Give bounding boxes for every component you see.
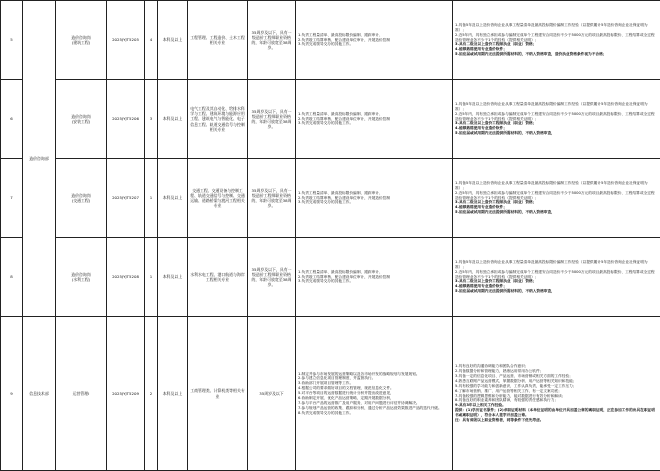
count-cell: 1 [145, 159, 158, 238]
department-cell: 造价咨询部 [23, 1, 56, 317]
duty-line: 1.负责工程量清单、最高投标限价编制、跟踪审计、 [298, 191, 450, 196]
code-cell: 2025JYJT5206 [107, 80, 145, 159]
requirements-cell [453, 238, 660, 317]
duty-line: 3.协助部门开展项目管理等工作。 [298, 381, 450, 386]
education-cell: 本科及以上 [158, 238, 188, 317]
duty-line: 8.负责完成领导交办的其他工作。 [298, 411, 450, 416]
requirement-line: 1.具备5年及以上造价咨询企业从事工程量清单及最高投标限价编制工作经验（以提供累计5年造价咨询企业社保证明为准）； [455, 260, 658, 270]
row-number: 8 [1, 238, 23, 317]
count-cell: 3 [145, 80, 158, 159]
requirement-line: 7.具备较强的逻辑思维和分析能力，能对数据进行有效分析和解读； [455, 394, 658, 399]
position-cell: 造价咨询岗 (安装工程) [56, 80, 107, 159]
requirement-line: 9.具有3年以上相关工作经验。 [455, 403, 658, 408]
duty-line: 3.负责完成领导交办的其他工作。 [298, 42, 450, 47]
requirement-line: 4.能够熟练使用专业造价软件； [455, 205, 658, 210]
major-cell: 交通工程、交通设备与控制工程、轨道交通信号与控制、交通运输、道路桥梁与渡河工程相关专业 [188, 159, 248, 238]
duty-line: 2.负责竣工结算审核、配合建设单位审计，开展造价控制 [298, 196, 450, 201]
age-cell: 35周岁及以下 [248, 317, 296, 471]
duty-line: 2.参与建立信息化项目管理制度，并监督执行。 [298, 376, 450, 381]
duty-line: 2.负责竣工结算审核、配合建设单位审计，开展造价控制 [298, 275, 450, 280]
row-number: 7 [1, 159, 23, 238]
requirement-line: 注：具有省级以上职业资格者，同等条件下优先考虑。 [455, 418, 658, 423]
code-cell: 2025JYJT5207 [107, 159, 145, 238]
duties-cell [296, 238, 453, 317]
count-cell: 1 [145, 238, 158, 317]
row-number: 9 [1, 317, 23, 471]
major-cell: 工商管理类、计算机类等相关专业 [188, 317, 248, 471]
requirement-line: 3.具有二级及以上造价工程师执业（职业）资格； [455, 121, 658, 126]
requirement-line: 4.能够熟练使用专业造价软件； [455, 126, 658, 131]
table-row [1, 317, 660, 471]
table-row [1, 159, 660, 238]
major-cell: 水利水电工程、港口航道与海岸工程相关专业 [188, 238, 248, 317]
requirement-line: 5.如应届或试用期内无法提供所需材料的，不纳入资格审查， [455, 131, 658, 136]
requirement-line: 1.具备5年及以上造价咨询企业从事工程量清单及最高投标限价编制工作经验（以提供累计5年造价咨询企业社保证明为准）； [455, 102, 658, 112]
requirement-line: 2.近5年内，具有独立承担或参与编制完成单个工程建安合同造价不少于5000万元的项目最高投标限价、工程结算或全过程造价管理业务不少于1个的经验（提供相关证明）； [455, 33, 658, 43]
requirement-line: 6.了解市场营销、推广、用户运营等相关工作，有一定文案功底； [455, 389, 658, 394]
requirement-line: 1.具备5年及以上造价咨询企业从事工程量清单及最高投标限价编制工作经验（以提供累计5年造价咨询企业社保证明为准）； [455, 181, 658, 191]
duty-line: 1.负责工程量清单、最高投标限价编制、跟踪审计、 [298, 270, 450, 275]
duty-line: 4.根据公司的要求做好项目的文档管理，规范信息化文件。 [298, 386, 450, 391]
requirement-line: 1.具有良好的沟通协调能力和团队合作意识； [455, 364, 658, 369]
education-cell: 本科及以上 [158, 1, 188, 80]
requirement-line: 3.具有二级及以上造价工程师执业（职业）资格； [455, 200, 658, 205]
duty-line: 3.负责完成领导交办的其他工作。 [298, 121, 450, 126]
table-row [1, 80, 660, 159]
department-cell: 信息技术部 [23, 317, 56, 471]
duty-line: 1.负责工程量清单、最高投标限价编制、跟踪审计、 [298, 33, 450, 38]
requirement-line: 4.能够熟练使用专业造价软件； [455, 284, 658, 289]
duty-line: 7.参与规划产品运营的收集、跟踪和分析，通过分析产品运营效果推进产品的迭代升级。 [298, 406, 450, 411]
requirement-line: 3.具有二级及以上造价工程师执业（职业）资格； [455, 42, 658, 47]
education-cell: 本科及以上 [158, 317, 188, 471]
requirement-line: 3.具有二级及以上造价工程师执业（职业）资格； [455, 279, 658, 284]
duty-line: 6.协助制定开展、优化产品运营策略，定期开展数据分析， [298, 396, 450, 401]
requirement-line: 1.具备5年及以上造价咨询企业从事工程量清单及最高投标限价编制工作经验（以提供累计5年造价咨询企业社保证明为准）； [455, 23, 658, 33]
duties-cell [296, 317, 453, 471]
requirement-line: 提供：(1)学历证书原件；(2)求职证明材料（本单位证明的由单位开具加盖公章的离职证明，正在参加工作的出具在职证明书或离职证明），符合本人签字并加盖公章。 [455, 408, 658, 418]
duty-line: 1.制定并参与市场发展的运营策略以及各市场开发的战略规划与发展规划。 [298, 372, 450, 377]
duty-line: 5.对平台等项目的运营数据进行统计分析并提出改进意见， [298, 391, 450, 396]
duty-line: 3.负责完成领导交办的其他工作。 [298, 200, 450, 205]
duty-line: 2.负责竣工结算审核、配合建设单位审计，开展造价控制 [298, 117, 450, 122]
age-cell: 35周岁及以下，具有一级造价工程师职业资格的，年龄可放宽至38周岁。 [248, 159, 296, 238]
requirement-line: 2.近5年内，具有独立承担或参与编制完成单个工程建安合同造价不少于5000万元的项目最高投标限价、工程结算或全过程造价管理业务不少于1个的经验（提供相关证明）； [455, 270, 658, 280]
position-cell: 造价咨询岗 (交通工程) [56, 159, 107, 238]
row-number: 6 [1, 80, 23, 159]
requirements-cell [453, 159, 660, 238]
table-row [1, 238, 660, 317]
code-cell: 2025JYJT5209 [107, 317, 145, 471]
age-cell: 35周岁及以下，具有一级造价工程师职业资格的，年龄可放宽至38周岁。 [248, 1, 296, 80]
requirement-line: 2.近5年内，具有独立承担或参与编制完成单个工程建安合同造价不少于5000万元的项目最高投标限价、工程结算或全过程造价管理业务不少于1个的经验（提供相关证明）； [455, 112, 658, 122]
requirements-cell [453, 80, 660, 159]
position-cell: 运营管理Ⅰ [56, 317, 107, 471]
duty-line: 3.负责完成领导交办的其他工作。 [298, 279, 450, 284]
requirements-cell [453, 317, 660, 471]
position-cell: 造价咨询岗 (建筑工程) [56, 1, 107, 80]
requirement-line: 4.熟悉互联网产品运营模式，掌握数据分析、用户运营等相关知识和技能； [455, 379, 658, 384]
major-cell: 电气工程及其自动化、给排水科学与工程、建筑环境与能源应用工程、建筑电气与智能化、电子信息工程、轨道交通信号与控制相关专业 [188, 80, 248, 159]
duty-line: 1.负责工程量清单、最高投标限价编制、跟踪审计、 [298, 112, 450, 117]
duties-cell [296, 159, 453, 238]
code-cell: 2025JYJT5208 [107, 238, 145, 317]
age-cell: 35周岁及以下，具有一级造价工程师职业资格的，年龄可放宽至38周岁。 [248, 80, 296, 159]
requirement-line: 5.如应届或试用期内无法提供所需材料的，不纳入资格审查，造价执业资格条件视为不合格； [455, 52, 658, 57]
duties-cell [296, 80, 453, 159]
education-cell: 本科及以上 [158, 159, 188, 238]
major-cell: 工程管理、工程造价、土木工程相关专业 [188, 1, 248, 80]
count-cell: 4 [145, 1, 158, 80]
table-row [1, 1, 660, 80]
position-cell: 造价咨询岗 (水利工程) [56, 238, 107, 317]
row-number: 5 [1, 1, 23, 80]
requirement-line: 2.近5年内，具有独立承担或参与编制完成单个工程建安合同造价不少于5000万元的项目最高投标限价、工程结算或全过程造价管理业务不少于1个的经验（提供相关证明）； [455, 191, 658, 201]
requirements-cell [453, 1, 660, 80]
code-cell: 2025JYJT5205 [107, 1, 145, 80]
requirement-line: 3.具备一定的信息化项目、产品运营、市场营销或相关方面的工作经验； [455, 374, 658, 379]
duty-line: 7.参与平台产品的运营推广及用户服务，对用户问题进行评估并协调解决。 [298, 401, 450, 406]
duties-cell [296, 1, 453, 80]
requirement-line: 2.具备数据分析和管理能力，熟练运用常用办公软件； [455, 369, 658, 374]
requirement-line: 8.具备良好的职业素养和团队精神，有较强的责任感和执行力； [455, 398, 658, 403]
requirement-line: 5.如应届或试用期内无法提供所需材料的，不纳入资格审查， [455, 210, 658, 215]
count-cell: 2 [145, 317, 158, 471]
requirement-line: 5.具有较强的学习能力和创新意识，工作认真负责，能承受一定工作压力； [455, 384, 658, 389]
requirement-line: 5.如应届或试用期内无法提供所需材料的，不纳入资格审查， [455, 289, 658, 294]
age-cell: 35周岁及以下，具有一级造价工程师职业资格的，年龄可放宽至38周岁。 [248, 238, 296, 317]
requirement-line: 4.能够熟练使用专业造价软件； [455, 47, 658, 52]
duty-line: 2.负责竣工结算审核、配合建设单位审计，开展造价控制 [298, 38, 450, 43]
education-cell: 本科及以上 [158, 80, 188, 159]
